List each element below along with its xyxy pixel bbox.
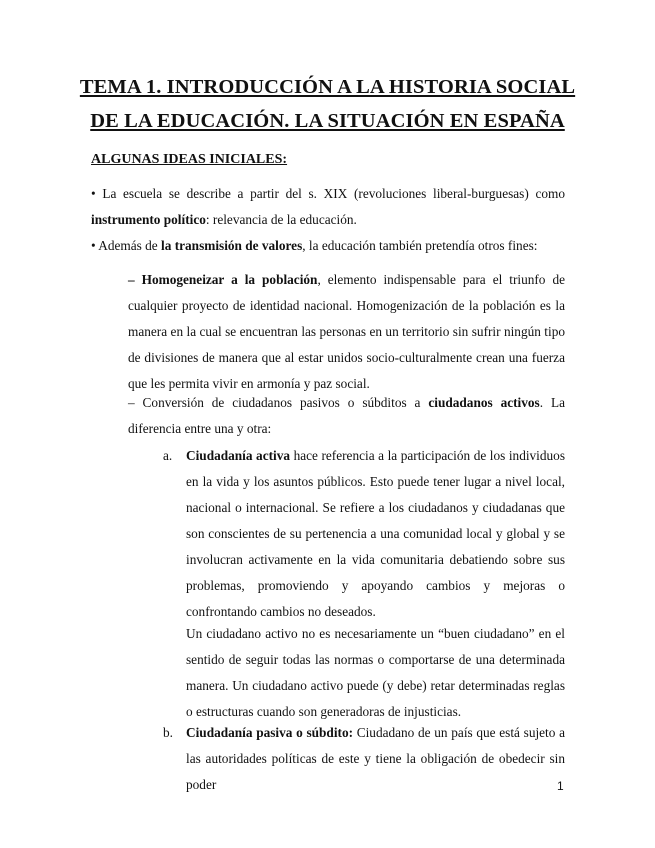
- bold-term: ciudadanos activos: [428, 395, 540, 410]
- bold-term: Ciudadanía activa: [186, 448, 291, 463]
- item-text: . La diferencia entre una y otra:: [128, 395, 565, 436]
- paragraph-values: [91, 233, 565, 259]
- item-homogenize: [128, 267, 565, 397]
- list-text: hace referencia a la participación de los individuos en la vida y los asuntos públicos. Esto puede tener lugar a nivel local, nacional o internacional. Se refiere a los ciudadanos y ciudadanas que son conscientes de su pertenencia a una comunidad local y global y se involucran activamente en la vida comunitaria debatiendo sobre sus problemas, promoviendo y apoyando cambios y mejoras o confrontando cambios no deseados.: [186, 448, 565, 619]
- list-text: Ciudadano de un país que está sujeto a las autoridades políticas de este y tiene la obligación de obedecir sin poder: [186, 725, 566, 792]
- item-text: – Conversión de ciudadanos pasivos o súbditos a: [128, 395, 429, 410]
- list-label: b.: [163, 725, 173, 740]
- paragraph-text: • Además de: [91, 238, 162, 253]
- bold-term: instrumento político: [91, 212, 206, 227]
- document-title-line-1: TEMA 1. INTRODUCCIÓN A LA HISTORIA SOCIAL: [79, 76, 576, 98]
- bold-term: la transmisión de valores: [161, 238, 303, 253]
- list-item-text: [186, 720, 565, 798]
- section-heading: ALGUNAS IDEAS INICIALES:: [91, 152, 288, 167]
- paragraph-school-political: [91, 181, 565, 233]
- paragraph-text: • La escuela se describe a partir del s. XIX (revoluciones liberal-burguesas) como: [91, 186, 565, 201]
- bold-term: Ciudadanía pasiva o súbdito:: [186, 725, 354, 740]
- bold-term: – Homogeneizar a la población: [128, 272, 318, 287]
- page-number: 1: [557, 779, 564, 793]
- list-label: a.: [163, 448, 173, 463]
- item-active-citizens: [128, 390, 565, 442]
- item-text: , elemento indispensable para el triunfo de cualquier proyecto de identidad nacional. Homogenización de la población es la manera en la cual se encuentran las personas en un territorio sin sufrir ningún tipo de divisiones de manera que al estar unidos socio-culturalmente crean una fuerza que les permita vivir en armonía y paz social.: [128, 272, 565, 391]
- paragraph-text: : relevancia de la educación.: [205, 212, 357, 227]
- document-title-line-2: DE LA EDUCACIÓN. LA SITUACIÓN EN ESPAÑA: [90, 110, 565, 132]
- list-item-text: [186, 443, 565, 625]
- paragraph-text: , la educación también pretendía otros fines:: [302, 238, 538, 253]
- list-item-a-continuation: Un ciudadano activo no es necesariamente un “buen ciudadano” en el sentido de seguir todas las normas o comportarse de una determinada manera. Un ciudadano activo puede (y debe) retar determinadas reglas o estructuras cuando son generadoras de injusticias.: [186, 626, 565, 719]
